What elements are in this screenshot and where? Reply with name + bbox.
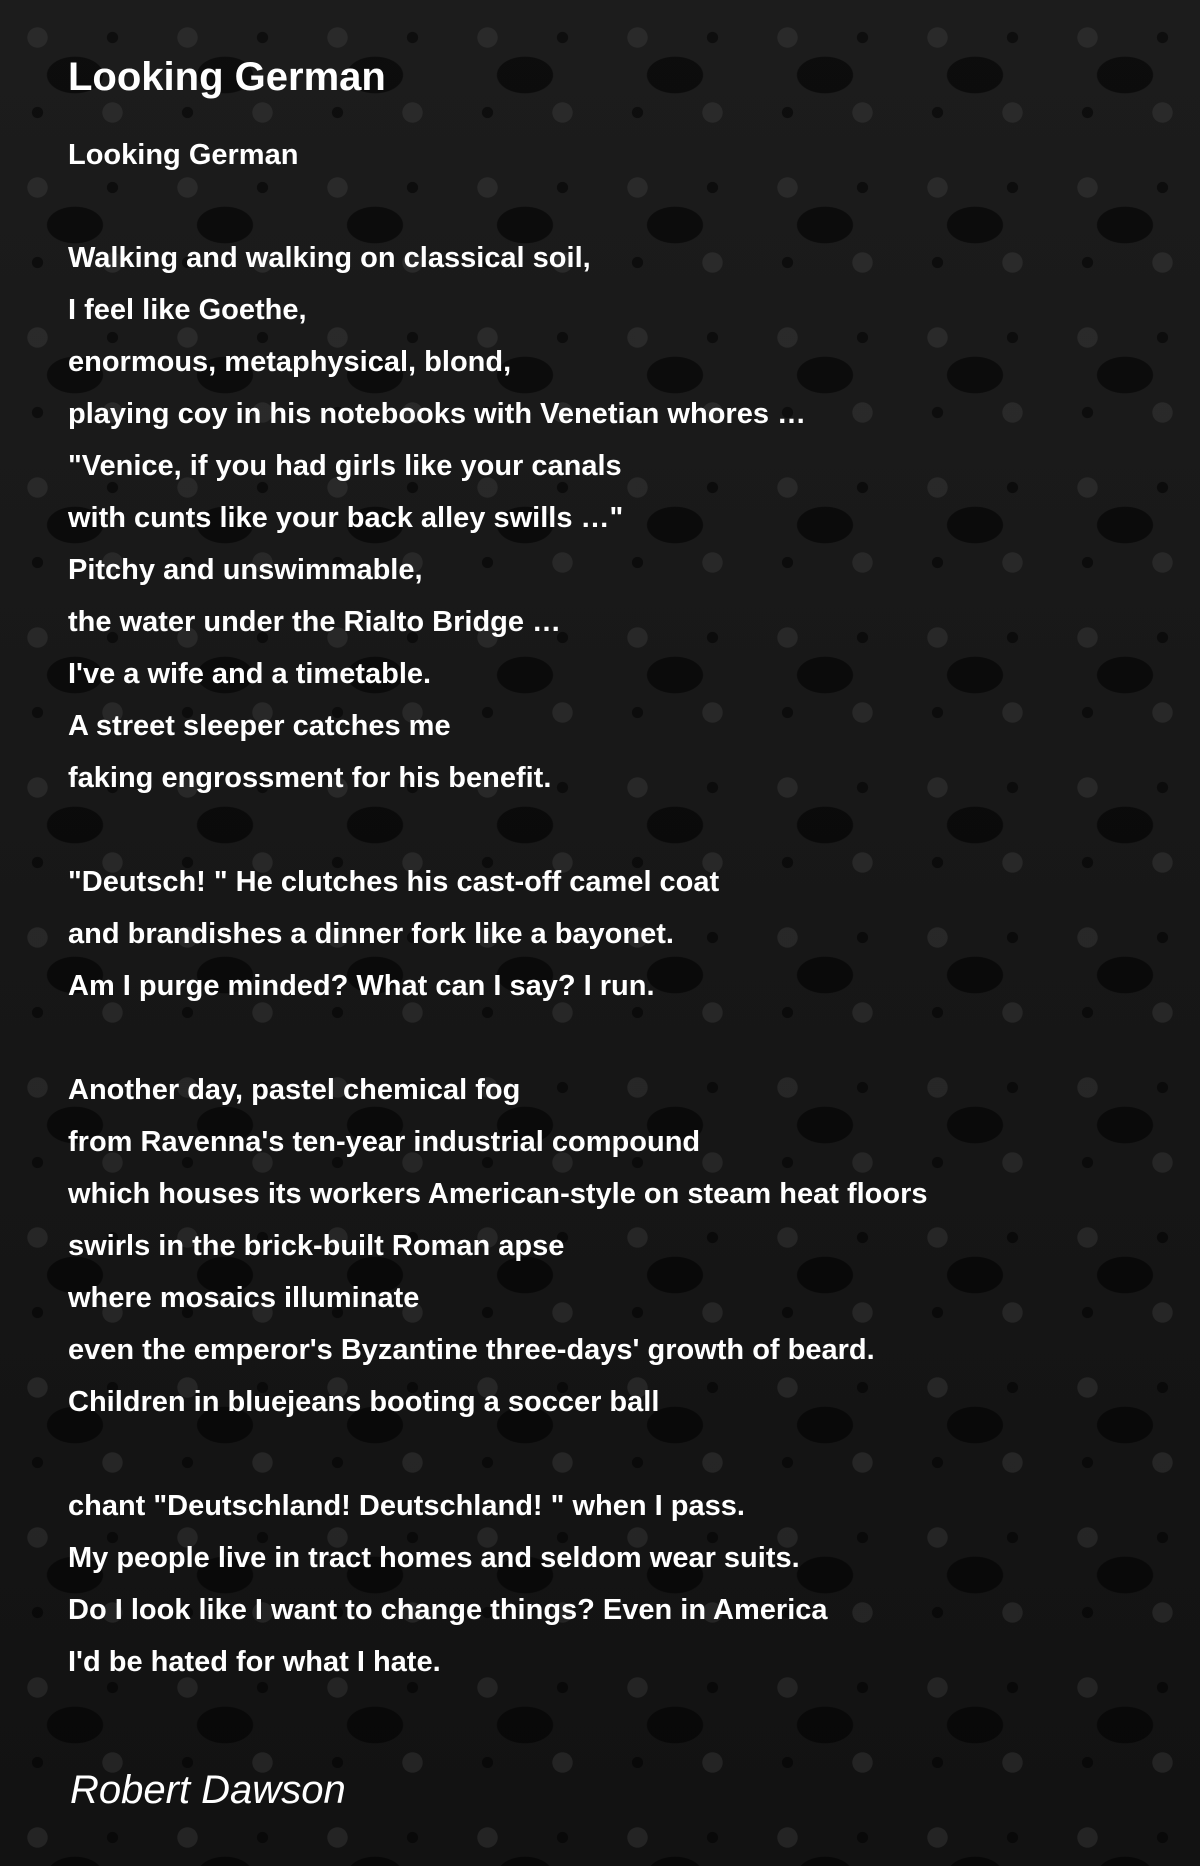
poem-line: faking engrossment for his benefit. — [68, 762, 552, 794]
poem-line: Am I purge minded? What can I say? I run. — [68, 970, 655, 1002]
poem-line: with cunts like your back alley swills …" — [68, 502, 624, 534]
poem-line: from Ravenna's ten-year industrial compound — [68, 1126, 701, 1158]
poem-line: which houses its workers American-style on steam heat floors — [68, 1178, 928, 1210]
poem-line: and brandishes a dinner fork like a bayonet. — [68, 918, 674, 950]
poem-subtitle: Looking German — [68, 139, 299, 171]
poem-page — [68, 50, 1148, 1740]
poem-line: "Venice, if you had girls like your canals — [68, 450, 622, 482]
poem-line: My people live in tract homes and seldom wear suits. — [68, 1542, 800, 1574]
poem-line: Walking and walking on classical soil, — [68, 242, 591, 274]
poem-line: I feel like Goethe, — [68, 294, 307, 326]
poem-line: A street sleeper catches me — [68, 710, 451, 742]
poem-line: chant "Deutschland! Deutschland! " when I pass. — [68, 1490, 745, 1522]
poem-body — [68, 129, 1148, 1688]
poem-line: I'd be hated for what I hate. — [68, 1646, 441, 1678]
poem-line: "Deutsch! " He clutches his cast-off camel coat — [68, 866, 720, 898]
poem-line: swirls in the brick-built Roman apse — [68, 1230, 565, 1262]
poem-title: Looking German — [68, 55, 386, 99]
poem-line: Children in bluejeans booting a soccer ball — [68, 1386, 660, 1418]
poem-line: the water under the Rialto Bridge … — [68, 606, 562, 638]
poem-line: Do I look like I want to change things? Even in America — [68, 1594, 828, 1626]
poem-line: where mosaics illuminate — [68, 1282, 420, 1314]
poem-line: I've a wife and a timetable. — [68, 658, 432, 690]
poem-line: enormous, metaphysical, blond, — [68, 346, 512, 378]
stanza-4 — [68, 1480, 1148, 1688]
stanza-3 — [68, 1064, 1148, 1428]
author-name: Robert Dawson — [70, 1768, 346, 1812]
stanza-1 — [68, 232, 1148, 804]
poem-line: playing coy in his notebooks with Venetian whores … — [68, 398, 807, 430]
poem-line: Pitchy and unswimmable, — [68, 554, 423, 586]
stanza-2 — [68, 856, 1148, 1012]
poem-line: even the emperor's Byzantine three-days' growth of beard. — [68, 1334, 875, 1366]
poem-line: Another day, pastel chemical fog — [68, 1074, 521, 1106]
